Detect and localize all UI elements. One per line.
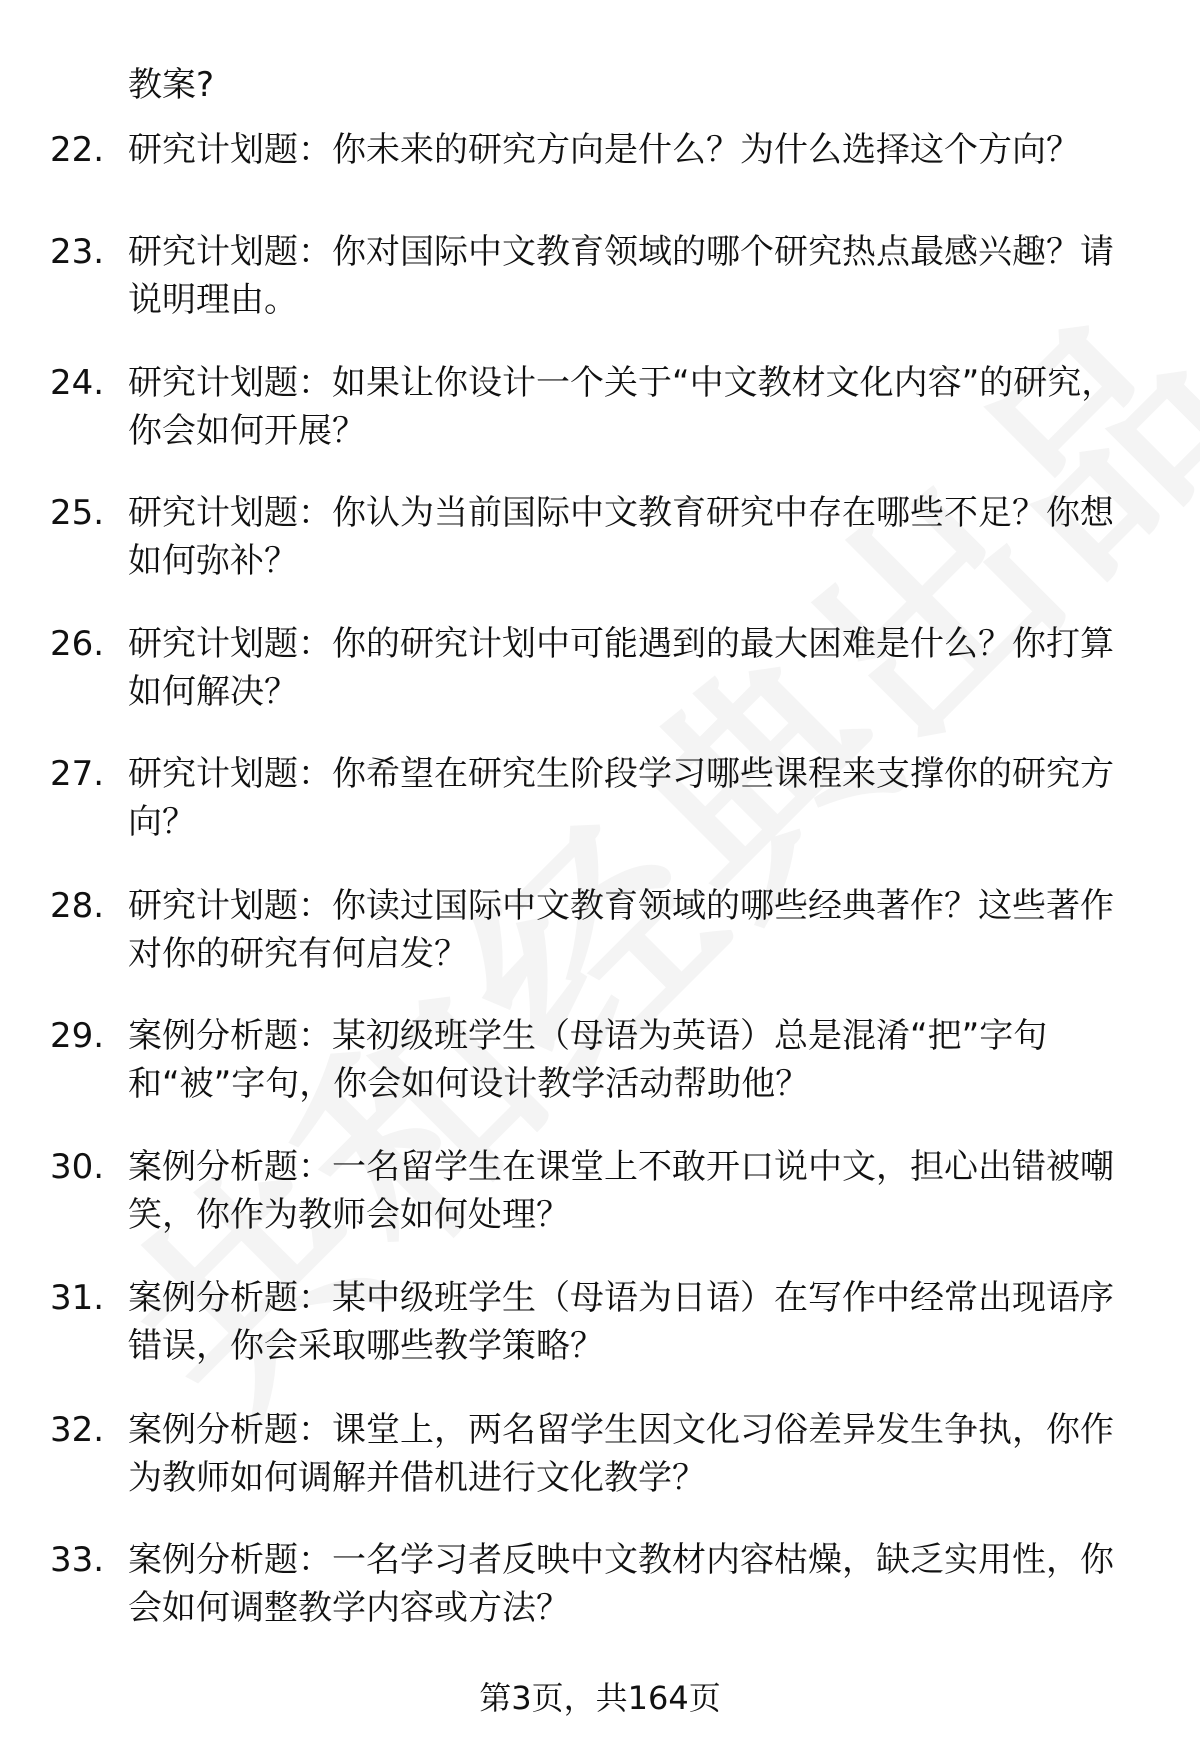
question-text: 研究计划题：如果让你设计一个关于“中文教材文化内容”的研究，你会如何开展？ (128, 363, 1116, 451)
question-text: 研究计划题：你对国际中文教育领域的哪个研究热点最感兴趣？请说明理由。 (128, 232, 1114, 320)
question-text: 案例分析题：一名留学生在课堂上不敢开口说中文，担心出错被嘲笑，你作为教师会如何处理？ (128, 1147, 1114, 1235)
question-number: 27. (50, 754, 105, 794)
page-footer: 第3页，共164页 (479, 1679, 721, 1717)
question-text: 研究计划题：你希望在研究生阶段学习哪些课程来支撑你的研究方向？ (128, 754, 1114, 842)
question-number: 31. (50, 1278, 105, 1318)
continuation-text: 教案? (128, 65, 215, 105)
question-text: 研究计划题：你认为当前国际中文教育研究中存在哪些不足？你想如何弥补？ (128, 493, 1114, 581)
question-number: 28. (50, 886, 105, 926)
question-number: 22. (50, 130, 105, 170)
question-number: 24. (50, 363, 105, 403)
question-text: 研究计划题：你的研究计划中可能遇到的最大困难是什么？你打算如何解决？ (128, 624, 1114, 712)
question-number: 32. (50, 1410, 105, 1450)
question-number: 33. (50, 1540, 105, 1580)
question-number: 30. (50, 1147, 105, 1187)
question-text: 案例分析题：一名学习者反映中文教材内容枯燥，缺乏实用性，你会如何调整教学内容或方法？ (128, 1540, 1114, 1628)
question-text: 研究计划题：你未来的研究方向是什么？为什么选择这个方向？ (128, 130, 1080, 170)
question-number: 23. (50, 232, 105, 272)
question-number: 29. (50, 1016, 105, 1056)
question-text: 研究计划题：你读过国际中文教育领域的哪些经典著作？这些著作对你的研究有何启发？ (128, 886, 1114, 974)
question-number: 26. (50, 624, 105, 664)
question-number: 25. (50, 493, 105, 533)
question-text: 案例分析题：某初级班学生（母语为英语）总是混淆“把”字句和“被”字句，你会如何设计教学活动帮助他？ (128, 1016, 1048, 1104)
question-text: 案例分析题：课堂上，两名留学生因文化习俗差异发生争执，你作为教师如何调解并借机进行文化教学？ (128, 1410, 1114, 1498)
question-text: 案例分析题：某中级班学生（母语为日语）在写作中经常出现语序错误，你会采取哪些教学策略？ (128, 1278, 1114, 1366)
